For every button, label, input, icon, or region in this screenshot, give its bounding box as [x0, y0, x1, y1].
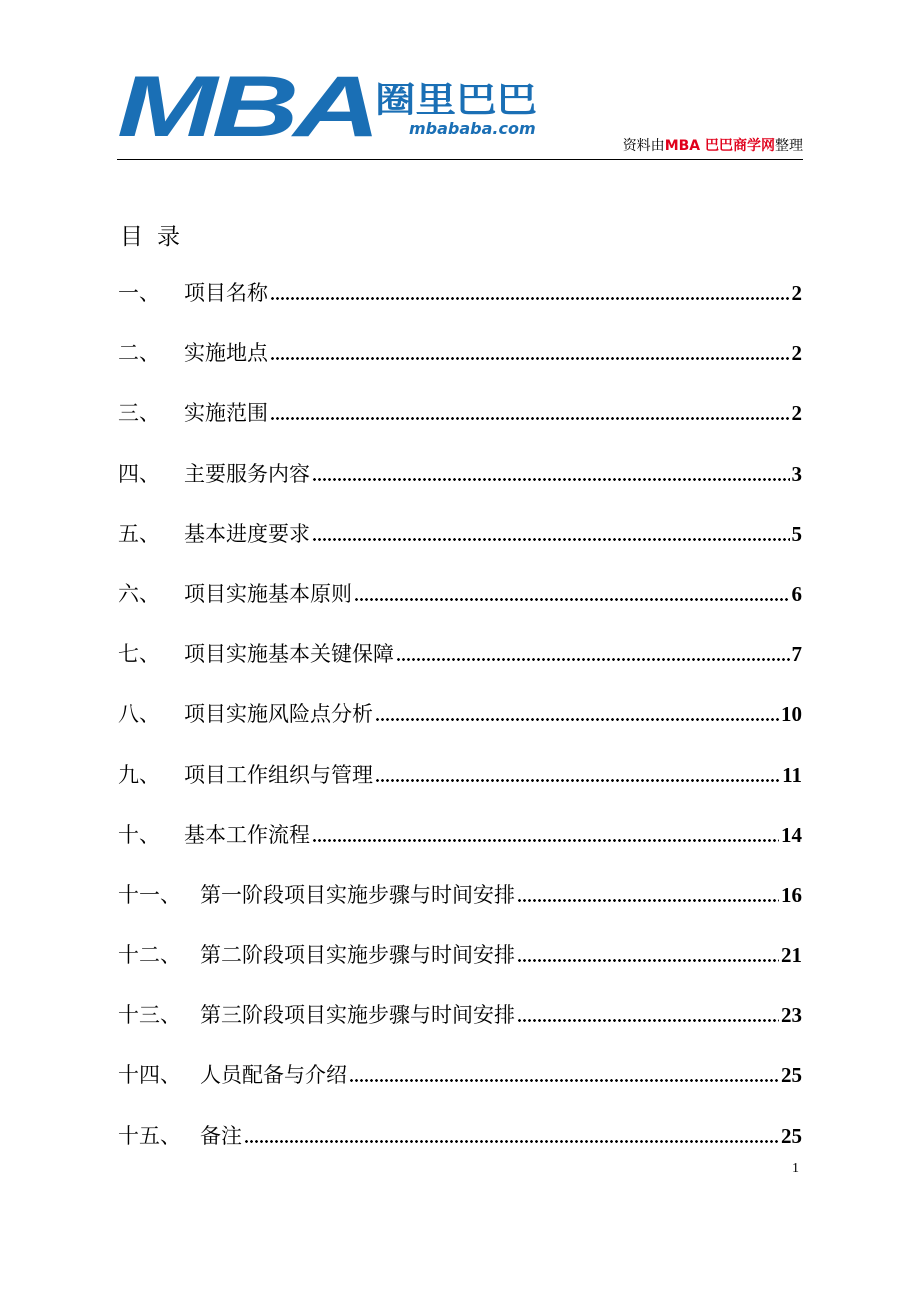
toc-entry-page: 14 — [781, 822, 802, 847]
toc-entry-number: 十、 — [118, 822, 160, 847]
toc-entry-number: 十三、 — [118, 1003, 181, 1028]
logo-cn-text: 圈里巴巴 — [375, 81, 537, 121]
toc-entry-label: 主要服务内容 — [184, 461, 310, 486]
toc-dot-leader — [270, 401, 790, 421]
header-note-prefix: 资料由 — [622, 138, 665, 154]
toc-entry[interactable] — [118, 399, 802, 459]
toc-dot-leader — [517, 883, 779, 903]
toc-entry-label: 第二阶段项目实施步骤与时间安排 — [200, 943, 515, 968]
toc-dot-leader — [270, 281, 790, 301]
toc-entry[interactable] — [118, 821, 802, 881]
toc-entry-number: 八、 — [118, 702, 160, 727]
toc-dot-leader — [349, 1063, 779, 1083]
toc-entry-number: 七、 — [118, 642, 160, 667]
page-number: 1 — [792, 1161, 799, 1176]
toc-dot-leader — [244, 1124, 779, 1144]
toc-entry[interactable] — [118, 881, 802, 941]
toc-entry-page: 10 — [781, 702, 802, 727]
toc-entry[interactable] — [118, 1001, 802, 1061]
toc-entry-label: 项目实施基本关键保障 — [184, 642, 394, 667]
toc-entry-page: 3 — [791, 461, 802, 486]
toc-entry[interactable] — [118, 580, 802, 640]
toc-entry-label: 项目名称 — [184, 281, 268, 305]
logo-mba-text: MBA — [117, 70, 375, 155]
toc-entry[interactable] — [118, 761, 802, 821]
table-of-contents — [118, 279, 802, 1182]
toc-entry[interactable] — [118, 941, 802, 1001]
toc-entry-label: 基本进度要求 — [184, 521, 310, 546]
toc-entry-page: 2 — [791, 281, 802, 305]
toc-entry-label: 第三阶段项目实施步骤与时间安排 — [200, 1003, 515, 1028]
toc-entry-label: 项目工作组织与管理 — [184, 762, 373, 787]
page-header — [117, 70, 803, 162]
toc-entry-page: 21 — [781, 943, 802, 968]
toc-entry[interactable] — [118, 339, 802, 399]
toc-entry-number: 十二、 — [118, 943, 181, 968]
toc-entry[interactable] — [118, 1122, 802, 1182]
toc-dot-leader — [312, 522, 790, 542]
toc-entry-page: 11 — [782, 762, 802, 787]
toc-dot-leader — [375, 763, 780, 783]
toc-dot-leader — [517, 1003, 779, 1023]
toc-entry[interactable] — [118, 640, 802, 700]
toc-entry-number: 六、 — [118, 581, 160, 606]
toc-entry-page: 6 — [791, 581, 802, 606]
toc-entry-page: 2 — [791, 401, 802, 426]
toc-entry-number: 四、 — [118, 461, 160, 486]
mba-logo — [117, 70, 547, 155]
toc-entry-label: 实施范围 — [184, 401, 268, 426]
toc-entry-page: 5 — [791, 521, 802, 546]
toc-title: 目录 — [120, 224, 194, 250]
toc-dot-leader — [375, 702, 779, 722]
toc-entry-label: 人员配备与介绍 — [200, 1063, 347, 1088]
header-rule — [117, 159, 803, 160]
toc-dot-leader — [354, 582, 790, 602]
toc-entry-number: 三、 — [118, 401, 160, 426]
toc-dot-leader — [396, 642, 790, 662]
toc-entry-number: 十四、 — [118, 1063, 181, 1088]
toc-entry-page: 2 — [791, 341, 802, 366]
toc-dot-leader — [517, 943, 779, 963]
toc-entry[interactable] — [118, 1061, 802, 1121]
toc-entry-label: 项目实施基本原则 — [184, 581, 352, 606]
toc-entry[interactable] — [118, 700, 802, 760]
toc-entry-number: 十五、 — [118, 1123, 181, 1148]
toc-entry[interactable] — [118, 460, 802, 520]
toc-entry-number: 五、 — [118, 521, 160, 546]
toc-entry-label: 第一阶段项目实施步骤与时间安排 — [200, 882, 515, 907]
toc-entry-page: 7 — [791, 642, 802, 667]
toc-entry-number: 十一、 — [118, 882, 181, 907]
header-note — [623, 136, 803, 156]
toc-entry-label: 项目实施风险点分析 — [184, 702, 373, 727]
toc-entry-label: 备注 — [200, 1123, 242, 1148]
toc-entry-page: 25 — [781, 1063, 802, 1088]
toc-entry[interactable] — [118, 520, 802, 580]
header-note-brand: MBA 巴巴商学网 — [664, 138, 775, 154]
toc-entry-page: 16 — [781, 882, 802, 907]
toc-dot-leader — [312, 823, 779, 843]
toc-entry-page: 25 — [781, 1123, 802, 1148]
toc-entry[interactable] — [118, 279, 802, 339]
toc-entry-number: 二、 — [118, 341, 160, 366]
header-note-suffix: 整理 — [775, 138, 803, 154]
toc-dot-leader — [312, 462, 790, 482]
toc-entry-label: 基本工作流程 — [184, 822, 310, 847]
toc-entry-label: 实施地点 — [184, 341, 268, 366]
toc-entry-number: 一、 — [118, 281, 160, 305]
logo-url-text: mbababa.com — [409, 119, 536, 138]
toc-entry-number: 九、 — [118, 762, 160, 787]
toc-dot-leader — [270, 341, 790, 361]
toc-entry-page: 23 — [781, 1003, 802, 1028]
